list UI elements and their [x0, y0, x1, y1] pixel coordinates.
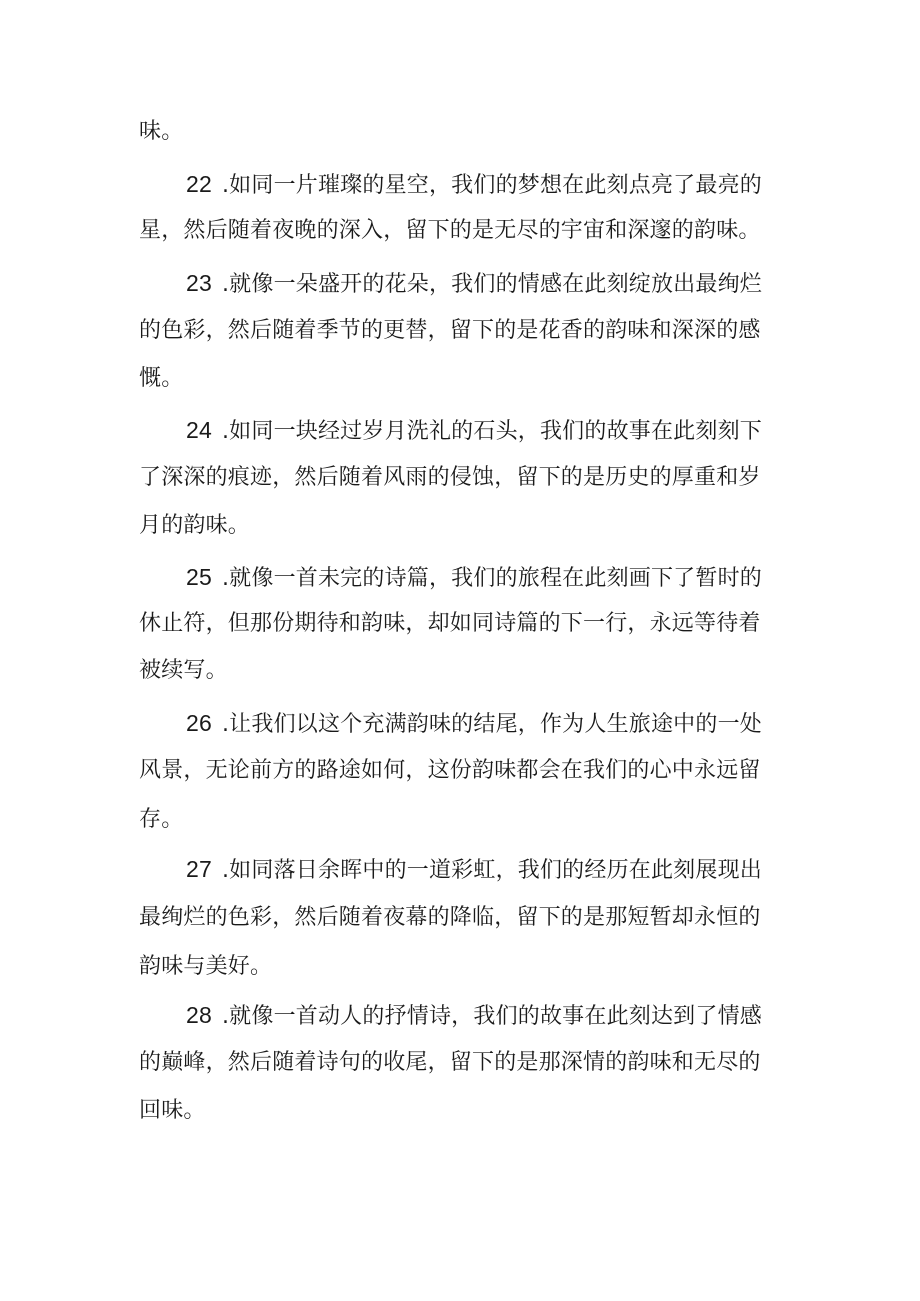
item-26-line-2: 风景，无论前方的路途如何，这份韵味都会在我们的心中永远留: [139, 758, 761, 783]
item-23-line-3: 慨。: [139, 366, 184, 391]
item-number: 22: [186, 171, 212, 197]
item-text: .让我们以这个充满韵味的结尾，作为人生旅途中的一处: [221, 712, 762, 737]
item-25-line-3: 被续写。: [139, 658, 228, 683]
item-text: .就像一首动人的抒情诗，我们的故事在此刻达到了情感: [221, 1004, 762, 1029]
item-28-line-1: [186, 992, 799, 1038]
item-24-line-1: [186, 407, 799, 453]
lead-in-text: 味。: [139, 119, 184, 144]
item-24-line-3: 月的韵味。: [139, 513, 251, 538]
item-26-line-1: [186, 700, 799, 746]
item-25-line-1: [186, 554, 799, 600]
item-text: .如同一片璀璨的星空，我们的梦想在此刻点亮了最亮的: [221, 173, 762, 198]
item-number: 24: [186, 417, 212, 443]
item-27-line-1: [186, 846, 799, 892]
item-text: .就像一朵盛开的花朵，我们的情感在此刻绽放出最绚烂: [221, 272, 762, 297]
item-22-line-1: [186, 161, 799, 207]
item-22-line-2: 星，然后随着夜晚的深入，留下的是无尽的宇宙和深邃的韵味。: [139, 218, 761, 243]
item-text: .就像一首未完的诗篇，我们的旅程在此刻画下了暂时的: [221, 566, 762, 591]
item-number: 26: [186, 710, 212, 736]
item-28-line-2: 的巅峰，然后随着诗句的收尾，留下的是那深情的韵味和无尽的: [139, 1050, 761, 1075]
item-number: 27: [186, 856, 212, 882]
item-number: 28: [186, 1002, 212, 1028]
item-23-line-2: 的色彩，然后随着季节的更替，留下的是花香的韵味和深深的感: [139, 318, 761, 343]
item-24-line-2: 了深深的痕迹，然后随着风雨的侵蚀，留下的是历史的厚重和岁: [139, 465, 761, 490]
item-27-line-3: 韵味与美好。: [139, 954, 273, 979]
item-28-line-3: 回味。: [139, 1098, 206, 1123]
item-number: 23: [186, 270, 212, 296]
item-27-line-2: 最绚烂的色彩，然后随着夜幕的降临，留下的是那短暂却永恒的: [139, 905, 761, 930]
item-text: .如同落日余晖中的一道彩虹，我们的经历在此刻展现出: [221, 858, 762, 883]
item-number: 25: [186, 564, 212, 590]
item-25-line-2: 休止符，但那份期待和韵味，却如同诗篇的下一行，永远等待着: [139, 611, 761, 636]
item-26-line-3: 存。: [139, 807, 184, 832]
item-text: .如同一块经过岁月洗礼的石头，我们的故事在此刻刻下: [221, 419, 762, 444]
item-23-line-1: [186, 260, 799, 306]
